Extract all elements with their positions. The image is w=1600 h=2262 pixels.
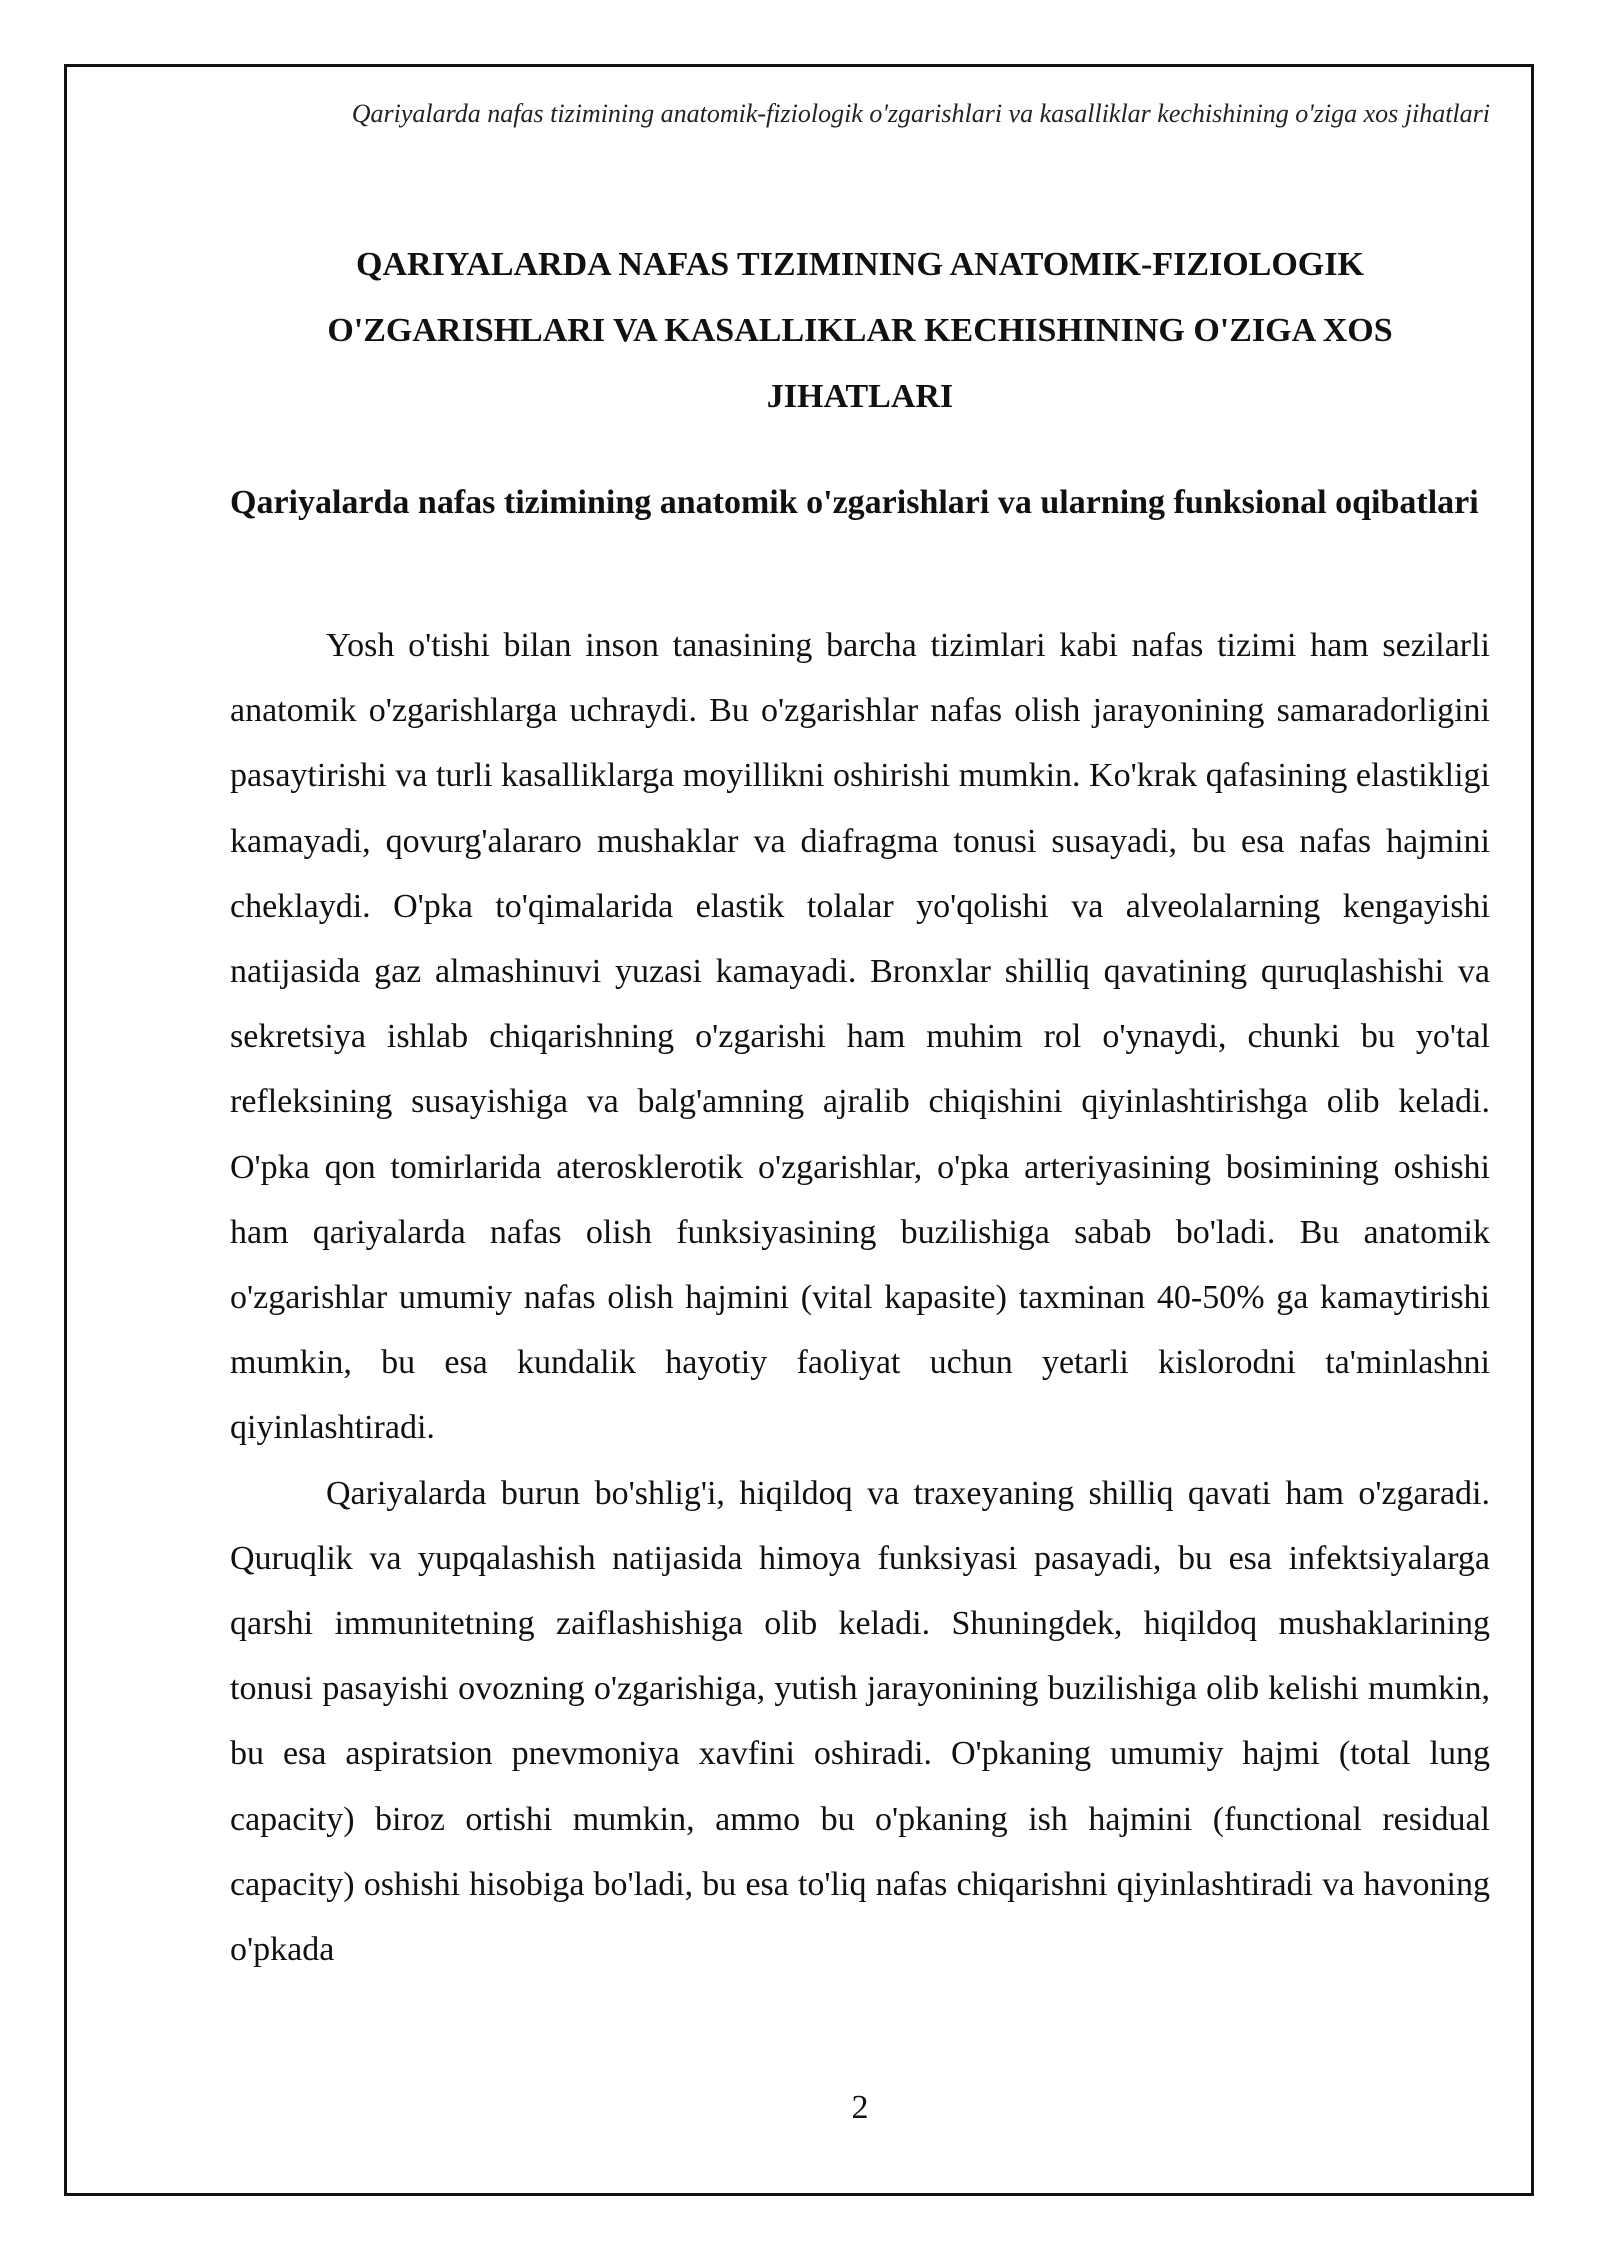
running-header: Qariyalarda nafas tizimining anatomik-fiziologik o'zgarishlari va kasalliklar kechishining o'ziga xos jihatlari [351,99,1490,128]
page-number: 2 [851,2089,869,2126]
paragraph: Qariyalarda burun bo'shlig'i, hiqildoq va traxeyaning shilliq qavati ham o'zgaradi. Quruqlik va yupqalashish natijasida himoya funksiyasi pasayadi, bu esa infektsiyalarga qarshi immunitetning zaiflashishiga olib keladi. Shuningdek, hiqildoq mushaklarining tonusi pasayishi ovozning o'zgarishiga, yutish jarayonining buzilishiga olib kelishi mumkin, bu esa aspiratsion pnevmoniya xavfini oshiradi. O'pkaning umumiy hajmi (total lung capacity) biroz ortishi mumkin, ammo bu o'pkaning ish hajmini (functional residual capacity) oshishi hisobiga bo'ladi, bu esa to'liq nafas chiqarishni qiyinlashtiradi va havoning o'pkada [230,1474,1490,1969]
paragraph: Yosh o'tishi bilan inson tanasining barcha tizimlari kabi nafas tizimi ham sezilarli anatomik o'zgarishlarga uchraydi. Bu o'zgarishlar nafas olish jarayonining samaradorligini pasaytirishi va turli kasalliklarga moyillikni oshirishi mumkin. Ko'krak qafasining elastikligi kamayadi, qovurg'alararo mushaklar va diafragma tonusi susayadi, bu esa nafas hajmini cheklaydi. O'pka to'qimalarida elastik tolalar yo'qolishi va alveolalarning kengayishi natijasida gaz almashinuvi yuzasi kamayadi. Bronxlar shilliq qavatining quruqlashishi va sekretsiya ishlab chiqarishning o'zgarishi ham muhim rol o'ynaydi, chunki bu yo'tal refleksining susayishiga va balg'amning ajralib chiqishini qiyinlashtirishga olib keladi. O'pka qon tomirlarida aterosklerotik o'zgarishlar, o'pka arteriyasining bosimining oshishi ham qariyalarda nafas olish funksiyasining buzilishiga sabab bo'ladi. Bu anatomik o'zgarishlar umumiy nafas olish hajmini (vital kapasite) taxminan 40-50% ga kamaytirishi mumkin, bu esa kundalik hayotiy faoliyat uchun yetarli kislorodni ta'minlashni qiyinlashtiradi. [230,627,1490,1447]
document-title: QARIYALARDA NAFAS TIZIMINING ANATOMIK-FIZIOLOGIK O'ZGARISHLARI VA KASALLIKLAR KECHISHINING O'ZIGA XOS JIHATLARI [327,246,1393,415]
section-heading: Qariyalarda nafas tizimining anatomik o'zgarishlari va ularning funksional oqibatlari [230,484,1479,521]
body-text [230,613,1490,1982]
